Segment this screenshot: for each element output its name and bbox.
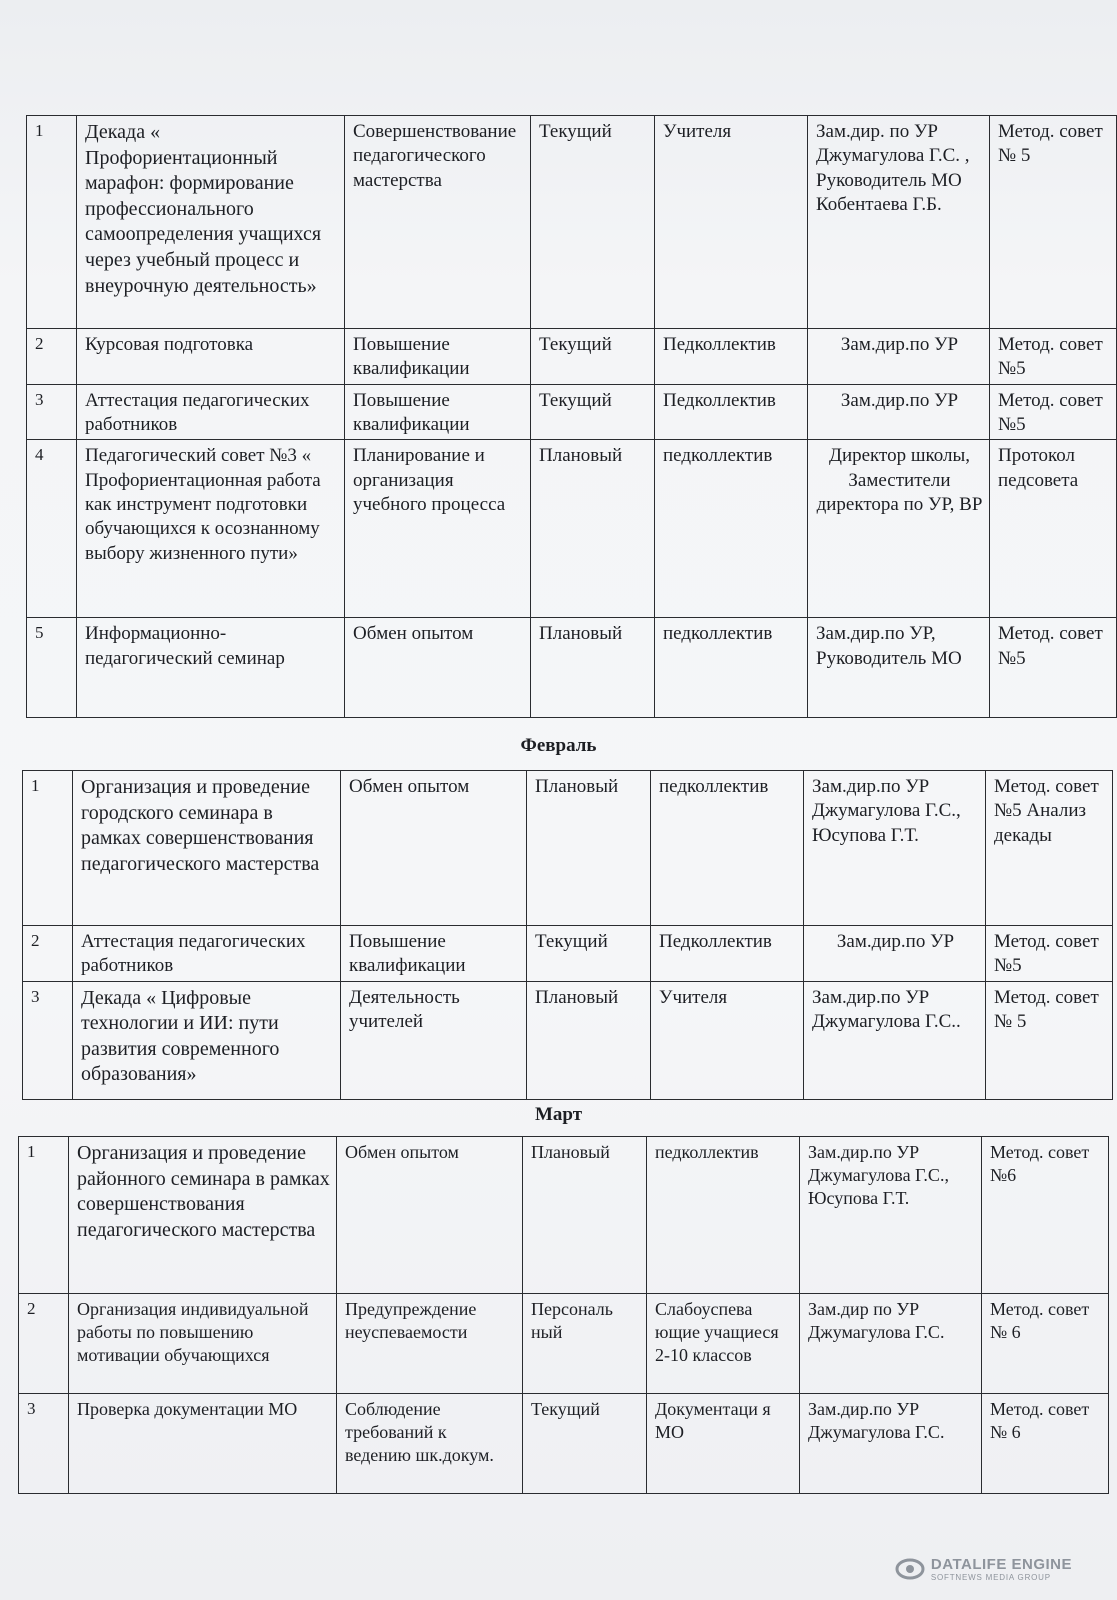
plan-table-march bbox=[18, 1136, 1109, 1494]
event-cell: Информационно-педагогический семинар bbox=[77, 618, 345, 718]
row-number: 2 bbox=[23, 926, 73, 982]
type-cell: Текущий bbox=[531, 329, 655, 385]
responsible-cell: Зам.дир.по УР Джумагулова Г.С.. bbox=[804, 981, 986, 1099]
type-cell: Плановый bbox=[531, 440, 655, 618]
result-cell: Метод. совет №5 bbox=[990, 618, 1117, 718]
row-number: 3 bbox=[23, 981, 73, 1099]
month-heading-march: Март bbox=[534, 1104, 583, 1125]
result-cell: Метод. совет №5 Анализ декады bbox=[986, 771, 1113, 926]
goal-cell: Обмен опытом bbox=[345, 618, 531, 718]
event-cell: Декада « Профориентационный марафон: формирование профессионального самоопределения учащихся через учебный процесс и внеурочную деятельность» bbox=[77, 116, 345, 329]
type-cell: Текущий bbox=[531, 384, 655, 440]
result-cell: Метод. совет №5 bbox=[990, 384, 1117, 440]
result-cell: Метод. совет №5 bbox=[990, 329, 1117, 385]
object-cell: Слабоуспева ющие учащиеся 2-10 классов bbox=[647, 1294, 800, 1394]
responsible-cell: Зам.дир.по УР bbox=[808, 329, 990, 385]
event-cell: Декада « Цифровые технологии и ИИ: пути развития современного образования» bbox=[73, 981, 341, 1099]
goal-cell: Обмен опытом bbox=[341, 771, 527, 926]
object-cell: педколлектив bbox=[651, 771, 804, 926]
event-cell: Педагогический совет №3 « Профориентационная работа как инструмент подготовки обучающихся к осознанному выбору жизненного пути» bbox=[77, 440, 345, 618]
type-cell: Текущий bbox=[523, 1394, 647, 1494]
object-cell: Педколлектив bbox=[655, 329, 808, 385]
responsible-cell: Директор школы, Заместители директора по УР, ВР bbox=[808, 440, 990, 618]
plan-table-february bbox=[22, 770, 1113, 1100]
result-cell: Протокол педсовета bbox=[990, 440, 1117, 618]
goal-cell: Предупреждение неуспеваемости bbox=[337, 1294, 523, 1394]
month-heading-february: Февраль bbox=[520, 735, 597, 756]
object-cell: Педколлектив bbox=[651, 926, 804, 982]
result-cell: Метод. совет № 6 bbox=[982, 1294, 1109, 1394]
type-cell: Плановый bbox=[523, 1137, 647, 1294]
row-number: 5 bbox=[27, 618, 77, 718]
table-row bbox=[27, 329, 1117, 385]
row-number: 4 bbox=[27, 440, 77, 618]
table-row bbox=[23, 981, 1113, 1099]
table-row bbox=[19, 1137, 1109, 1294]
table-row bbox=[27, 384, 1117, 440]
watermark-subtitle: SOFTNEWS MEDIA GROUP bbox=[930, 1573, 1051, 1582]
row-number: 2 bbox=[27, 329, 77, 385]
goal-cell: Соблюдение требований к ведению шк.докум. bbox=[337, 1394, 523, 1494]
goal-cell: Обмен опытом bbox=[337, 1137, 523, 1294]
row-number: 1 bbox=[19, 1137, 69, 1294]
watermark bbox=[895, 1556, 1072, 1582]
row-number: 1 bbox=[23, 771, 73, 926]
goal-cell: Повышение квалификации bbox=[345, 384, 531, 440]
responsible-cell: Зам.дир.по УР, Руководитель МО bbox=[808, 618, 990, 718]
goal-cell: Совершенствование педагогического мастерства bbox=[345, 116, 531, 329]
result-cell: Метод. совет №5 bbox=[986, 926, 1113, 982]
event-cell: Организация и проведение городского семинара в рамках совершенствования педагогического мастерства bbox=[73, 771, 341, 926]
responsible-cell: Зам.дир.по УР bbox=[808, 384, 990, 440]
responsible-cell: Зам.дир по УР Джумагулова Г.С. bbox=[800, 1294, 982, 1394]
type-cell: Персональ ный bbox=[523, 1294, 647, 1394]
responsible-cell: Зам.дир.по УР Джумагулова Г.С. bbox=[800, 1394, 982, 1494]
table-row bbox=[19, 1394, 1109, 1494]
table-row bbox=[27, 440, 1117, 618]
type-cell: Плановый bbox=[527, 771, 651, 926]
type-cell: Текущий bbox=[531, 116, 655, 329]
row-number: 3 bbox=[27, 384, 77, 440]
responsible-cell: Зам.дир.по УР Джумагулова Г.С., Юсупова Г.Т. bbox=[800, 1137, 982, 1294]
object-cell: Педколлектив bbox=[655, 384, 808, 440]
result-cell: Метод. совет № 5 bbox=[986, 981, 1113, 1099]
table-row bbox=[23, 926, 1113, 982]
event-cell: Организация индивидуальной работы по повышению мотивации обучающихся bbox=[69, 1294, 337, 1394]
goal-cell: Деятельность учителей bbox=[341, 981, 527, 1099]
object-cell: Документаци я МО bbox=[647, 1394, 800, 1494]
event-cell: Курсовая подготовка bbox=[77, 329, 345, 385]
responsible-cell: Зам.дир.по УР Джумагулова Г.С., Юсупова Г.Т. bbox=[804, 771, 986, 926]
type-cell: Текущий bbox=[527, 926, 651, 982]
goal-cell: Повышение квалификации bbox=[345, 329, 531, 385]
responsible-cell: Зам.дир. по УР Джумагулова Г.С. , Руководитель МО Кобентаева Г.Б. bbox=[808, 116, 990, 329]
result-cell: Метод. совет №6 bbox=[982, 1137, 1109, 1294]
object-cell: Учителя bbox=[655, 116, 808, 329]
type-cell: Плановый bbox=[527, 981, 651, 1099]
result-cell: Метод. совет № 5 bbox=[990, 116, 1117, 329]
table-row bbox=[27, 618, 1117, 718]
goal-cell: Повышение квалификации bbox=[341, 926, 527, 982]
type-cell: Плановый bbox=[531, 618, 655, 718]
row-number: 3 bbox=[19, 1394, 69, 1494]
table-row bbox=[27, 116, 1117, 329]
event-cell: Проверка документации МО bbox=[69, 1394, 337, 1494]
object-cell: педколлектив bbox=[647, 1137, 800, 1294]
datalife-logo-icon bbox=[895, 1557, 925, 1581]
table-row bbox=[23, 771, 1113, 926]
object-cell: педколлектив bbox=[655, 618, 808, 718]
object-cell: Учителя bbox=[651, 981, 804, 1099]
result-cell: Метод. совет № 6 bbox=[982, 1394, 1109, 1494]
plan-table-january bbox=[26, 115, 1117, 718]
watermark-title: DATALIFE ENGINE bbox=[930, 1556, 1072, 1573]
table-row bbox=[19, 1294, 1109, 1394]
event-cell: Организация и проведение районного семинара в рамках совершенствования педагогического мастерства bbox=[69, 1137, 337, 1294]
object-cell: педколлектив bbox=[655, 440, 808, 618]
row-number: 1 bbox=[27, 116, 77, 329]
row-number: 2 bbox=[19, 1294, 69, 1394]
event-cell: Аттестация педагогических работников bbox=[77, 384, 345, 440]
event-cell: Аттестация педагогических работников bbox=[73, 926, 341, 982]
responsible-cell: Зам.дир.по УР bbox=[804, 926, 986, 982]
goal-cell: Планирование и организация учебного процесса bbox=[345, 440, 531, 618]
